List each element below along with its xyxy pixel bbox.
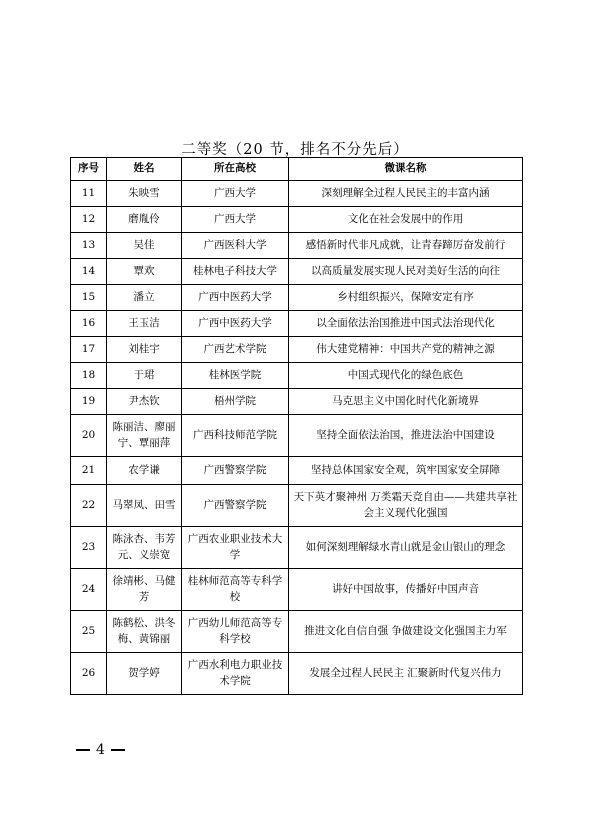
cell-course-title: 中国式现代化的绿色底色	[289, 363, 523, 389]
award-table	[70, 157, 523, 695]
cell-index: 19	[71, 389, 107, 415]
cell-course-title: 以全面依法治国推进中国式法治现代化	[289, 311, 523, 337]
cell-index: 17	[71, 337, 107, 363]
cell-index: 14	[71, 259, 107, 285]
cell-course-title: 讲好中国故事，传播好中国声音	[289, 569, 523, 611]
table-row	[71, 415, 523, 457]
table-row	[71, 611, 523, 653]
cell-name: 徐靖彬、马健芳	[107, 569, 182, 611]
cell-index: 23	[71, 527, 107, 569]
cell-school: 广西警察学院	[182, 485, 289, 527]
cell-index: 20	[71, 415, 107, 457]
cell-course-title: 伟大建党精神：中国共产党的精神之源	[289, 337, 523, 363]
table-row	[71, 389, 523, 415]
table-row	[71, 259, 523, 285]
cell-index: 11	[71, 181, 107, 207]
cell-school: 广西医科大学	[182, 233, 289, 259]
cell-name: 吴佳	[107, 233, 182, 259]
cell-index: 15	[71, 285, 107, 311]
cell-name: 覃欢	[107, 259, 182, 285]
cell-index: 16	[71, 311, 107, 337]
cell-name: 马翠凤、田雪	[107, 485, 182, 527]
cell-course-title: 如何深刻理解绿水青山就是金山银山的理念	[289, 527, 523, 569]
cell-school: 广西农业职业技术大学	[182, 527, 289, 569]
cell-name: 磨胤伶	[107, 207, 182, 233]
cell-name: 贺学婷	[107, 653, 182, 695]
cell-name: 农学谦	[107, 457, 182, 485]
table-row	[71, 527, 523, 569]
cell-course-title: 以高质量发展实现人民对美好生活的向往	[289, 259, 523, 285]
cell-course-title: 马克思主义中国化时代化新境界	[289, 389, 523, 415]
cell-name: 潘立	[107, 285, 182, 311]
cell-school: 桂林医学院	[182, 363, 289, 389]
page-number	[76, 742, 125, 758]
cell-name: 陈丽洁、廖丽宁、覃丽萍	[107, 415, 182, 457]
cell-index: 13	[71, 233, 107, 259]
table-row	[71, 337, 523, 363]
cell-course-title: 文化在社会发展中的作用	[289, 207, 523, 233]
header-course-title: 微课名称	[289, 158, 523, 181]
cell-index: 24	[71, 569, 107, 611]
dash-left	[76, 749, 90, 751]
cell-index: 18	[71, 363, 107, 389]
cell-school: 桂林电子科技大学	[182, 259, 289, 285]
cell-index: 12	[71, 207, 107, 233]
cell-school: 广西幼儿师范高等专科学校	[182, 611, 289, 653]
header-index: 序号	[71, 158, 107, 181]
cell-index: 25	[71, 611, 107, 653]
header-school: 所在高校	[182, 158, 289, 181]
table-row	[71, 653, 523, 695]
header-name: 姓名	[107, 158, 182, 181]
table-row	[71, 285, 523, 311]
cell-school: 桂林师范高等专科学校	[182, 569, 289, 611]
cell-course-title: 发展全过程人民民主 汇聚新时代复兴伟力	[289, 653, 523, 695]
table-row	[71, 311, 523, 337]
cell-name: 于珺	[107, 363, 182, 389]
cell-school: 梧州学院	[182, 389, 289, 415]
cell-name: 陈鹤松、洪冬梅、黄锦丽	[107, 611, 182, 653]
cell-school: 广西中医药大学	[182, 285, 289, 311]
cell-course-title: 天下英才聚神州 万类霜天竞自由——共建共享社会主义现代化强国	[289, 485, 523, 527]
table-row	[71, 181, 523, 207]
cell-course-title: 感悟新时代非凡成就，让青春蹄厉奋发前行	[289, 233, 523, 259]
table-row	[71, 485, 523, 527]
cell-name: 朱映雪	[107, 181, 182, 207]
cell-index: 26	[71, 653, 107, 695]
cell-course-title: 坚持全面依法治国，推进法治中国建设	[289, 415, 523, 457]
cell-school: 广西大学	[182, 207, 289, 233]
cell-course-title: 深刻理解全过程人民民主的丰富内涵	[289, 181, 523, 207]
page-title: 二等奖（20 节，排名不分先后）	[181, 142, 409, 158]
cell-name: 陈泳杏、韦芳元、义崇宽	[107, 527, 182, 569]
table-row	[71, 569, 523, 611]
cell-index: 22	[71, 485, 107, 527]
cell-course-title: 推进文化自信自强 争做建设文化强国主力军	[289, 611, 523, 653]
cell-school: 广西艺术学院	[182, 337, 289, 363]
cell-school: 广西大学	[182, 181, 289, 207]
cell-course-title: 乡村组织振兴，保障安定有序	[289, 285, 523, 311]
cell-name: 尹杰钦	[107, 389, 182, 415]
table-row	[71, 457, 523, 485]
cell-school: 广西水利电力职业技术学院	[182, 653, 289, 695]
table-row	[71, 233, 523, 259]
page-number-text: 4	[96, 742, 105, 758]
cell-index: 21	[71, 457, 107, 485]
cell-school: 广西中医药大学	[182, 311, 289, 337]
cell-name: 刘桂宇	[107, 337, 182, 363]
table-row	[71, 363, 523, 389]
table-header-row	[71, 158, 523, 181]
cell-school: 广西警察学院	[182, 457, 289, 485]
cell-school: 广西科技师范学院	[182, 415, 289, 457]
dash-right	[111, 749, 125, 751]
table-row	[71, 207, 523, 233]
cell-name: 王玉洁	[107, 311, 182, 337]
cell-course-title: 坚持总体国家安全观，筑牢国家安全屏障	[289, 457, 523, 485]
